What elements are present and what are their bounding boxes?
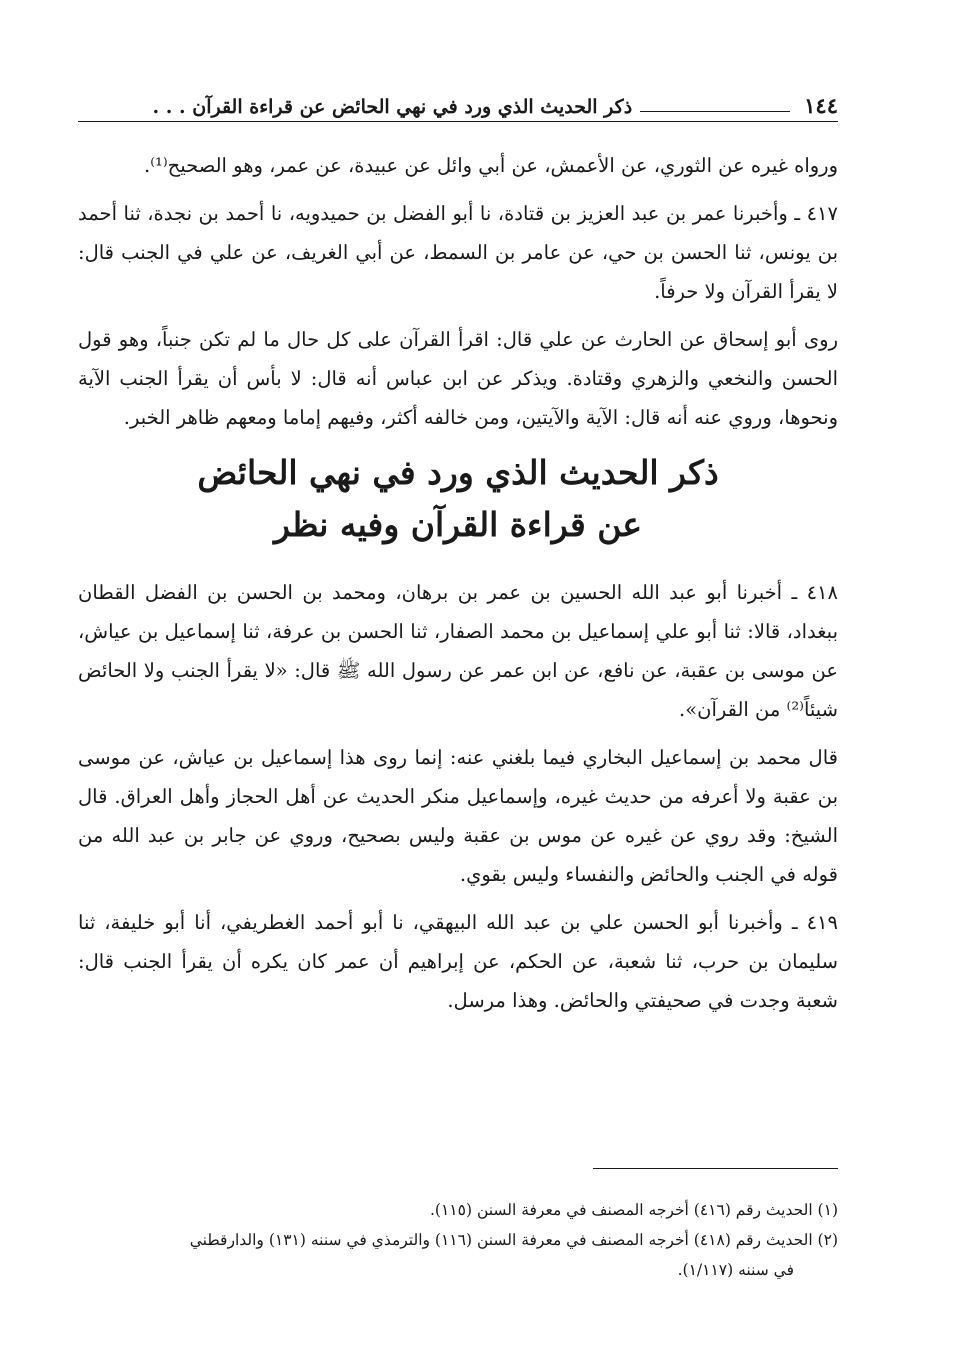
- footnotes: [78, 1196, 838, 1286]
- hadith-419: ٤١٩ ـ وأخبرنا أبو الحسن علي بن عبد الله البيهقي، نا أبو أحمد الغطريفي، أنا أبو خليفة، ثنا سليمان بن حرب، ثنا شعبة، عن الحكم، عن إبراهيم أن عمر كان يكره أن يقرأ الجنب قال: شعبة وجدت في صحيفتي والحائض. وهذا مرسل.: [78, 911, 838, 1012]
- footnote-separator: [593, 1168, 838, 1169]
- hadith-418: ٤١٨ ـ أخبرنا أبو عبد الله الحسين بن عمر بن برهان، ومحمد بن الحسن بن الفضل القطان ببغداد، قالا: ثنا أبو علي إسماعيل بن محمد الصفار، ثنا الحسن بن عرفة، ثنا إسماعيل بن عياش، عن موسى بن عقبة، عن نافع، عن ابن عمر عن رسول الله ﷺ قال: «لا يقرأ الجنب ولا الحائض شيئاً⁽²⁾ من القرآن».: [78, 581, 838, 721]
- section-heading: [78, 447, 838, 551]
- paragraph: روى أبو إسحاق عن الحارث عن علي قال: اقرأ القرآن على كل حال ما لم تكن جنباً، وهو قول الحسن والنخعي والزهري وقتادة. ويذكر عن ابن عباس أنه قال: لا بأس أن يقرأ الجنب الآية ونحوها، وروي عنه أنه قال: الآية والآيتين، ومن خالفه أكثر، وفيهم إماما ومعهم ظاهر الخبر.: [78, 328, 838, 429]
- running-header: [78, 88, 838, 118]
- section-heading-line-2: عن قراءة القرآن وفيه نظر: [273, 505, 643, 544]
- footnote-2: (٢) الحديث رقم (٤١٨) أخرجه المصنف في معرفة السنن (١١٦) والترمذي في سننه (١٣١) والدارقطني: [189, 1231, 838, 1249]
- running-title: ذكر الحديث الذي ورد في نهي الحائض عن قراءة القرآن . . .: [152, 96, 633, 118]
- header-underline: [78, 121, 838, 122]
- paragraph: ورواه غيره عن الثوري، عن الأعمش، عن أبي وائل عن عبيدة، عن عمر، وهو الصحيح⁽¹⁾.: [144, 154, 838, 177]
- section-heading-line-1: ذكر الحديث الذي ورد في نهي الحائض: [197, 453, 719, 492]
- paragraph: قال محمد بن إسماعيل البخاري فيما بلغني عنه: إنما روى هذا إسماعيل بن عياش، عن موسى بن عقبة ولا أعرفه من حديث غيره، وإسماعيل منكر الحديث عن أهل الحجاز وأهل العراق. قال الشيخ: وقد روي عن غيره عن موس بن عقبة وليس بصحيح، وروي عن جابر بن عبد الله من قوله في الجنب والحائض والنفساء وليس بقوي.: [78, 746, 838, 886]
- page-number: ١٤٤: [804, 93, 838, 118]
- footnote-2-continuation: في سننه (١/١١٧).: [677, 1261, 794, 1279]
- header-rule: [640, 111, 790, 112]
- hadith-417: ٤١٧ ـ وأخبرنا عمر بن عبد العزيز بن قتادة، نا أبو الفضل بن حميدويه، نا أحمد بن نجدة، ثنا أحمد بن يونس، ثنا الحسن بن حي، عن عامر بن السمط، عن أبي الغريف، عن علي في الجنب قال: لا يقرأ القرآن ولا حرفاً.: [78, 202, 838, 303]
- main-text: [78, 146, 838, 1029]
- footnote-1: (١) الحديث رقم (٤١٦) أخرجه المصنف في معرفة السنن (١١٥).: [430, 1201, 838, 1219]
- book-page: [78, 0, 838, 1372]
